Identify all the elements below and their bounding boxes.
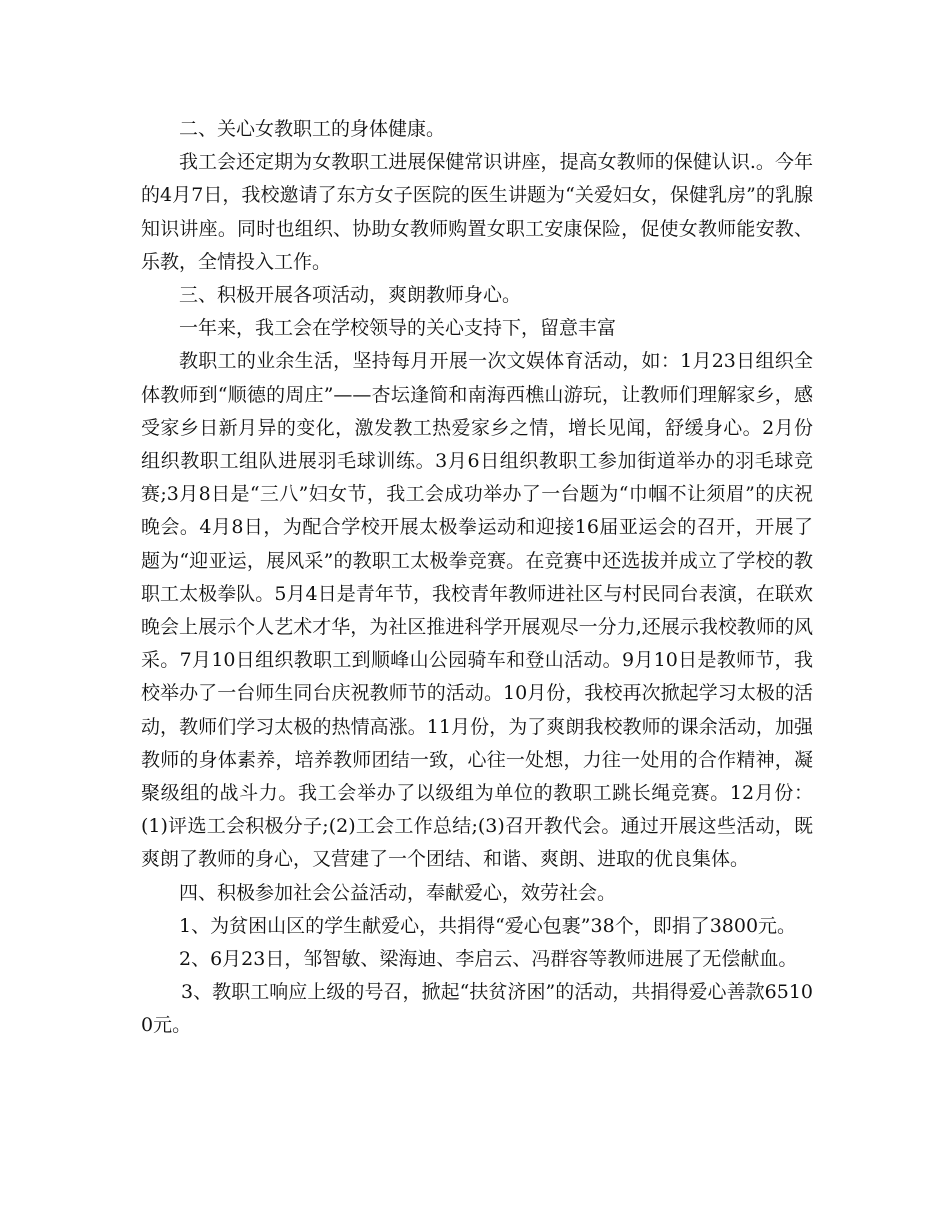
list-item-donation-parcels: 1、为贫困山区的学生献爱心，共捐得“爱心包裹”38个，即捐了3800元。 <box>179 914 797 937</box>
document-body <box>141 113 813 1043</box>
list-item-blood-donation: 2、6月23日，邹智敏、梁海迪、李启云、冯群容等教师进展了无偿献血。 <box>179 948 798 971</box>
list-item-poverty-relief: 3、教职工响应上级的号召，掀起“扶贫济困”的活动，共捐得爱心善款65100元。 <box>141 981 813 1037</box>
paragraph-activities-intro: 一年来，我工会在学校领导的关心支持下，留意丰富 <box>179 317 617 340</box>
section-heading-activities: 三、积极开展各项活动，爽朗教师身心。 <box>179 284 522 307</box>
paragraph-health-lecture: 我工会还定期为女教职工进展保健常识讲座，提高女教师的保健认识.。今年的4月7日，我校邀请了东方女子医院的医生讲题为“关爱妇女，保健乳房”的乳腺知识讲座。同时也组织、协助女教师购置女职工安康保险，促使女教师能安教、乐教，全情投入工作。 <box>141 151 813 273</box>
paragraph-activities-detail: 教职工的业余生活，坚持每月开展一次文娱体育活动，如：1月23日组织全体教师到“顺德的周庄”——杏坛逢简和南海西樵山游玩，让教师们理解家乡，感受家乡日新月异的变化，激发教工热爱家乡之情，增长见闻，舒缓身心。2月份组织教职工组队进展羽毛球训练。3月6日组织教职工参加街道举办的羽毛球竞赛;3月8日是“三八”妇女节，我工会成功举办了一台题为“巾帼不让须眉”的庆祝晚会。4月8日，为配合学校开展太极拳运动和迎接16届亚运会的召开，开展了题为“迎亚运，展风采”的教职工太极拳竞赛。在竞赛中还选拔并成立了学校的教职工太极拳队。5月4日是青年节，我校青年教师进社区与村民同台表演，在联欢晚会上展示个人艺术才华，为社区推进科学开展观尽一分力,还展示我校教师的风采。7月10日组织教职工到顺峰山公园骑车和登山活动。9月10日是教师节，我校举办了一台师生同台庆祝教师节的活动。10月份，我校再次掀起学习太极的活动，教师们学习太极的热情高涨。11月份，为了爽朗我校教师的课余活动，加强教师的身体素养，培养教师团结一致，心往一处想，力往一处用的合作精神，凝聚级组的战斗力。我工会举办了以级组为单位的教职工跳长绳竞赛。12月份：(1)评选工会积极分子;(2)工会工作总结;(3)召开教代会。通过开展这些活动，既爽朗了教师的身心，又营建了一个团结、和谐、爽朗、进取的优良集体。 <box>141 350 813 871</box>
section-heading-women-health: 二、关心女教职工的身体健康。 <box>179 118 446 140</box>
section-heading-public-welfare: 四、积极参加社会公益活动，奉献爱心，效劳社会。 <box>179 881 617 904</box>
